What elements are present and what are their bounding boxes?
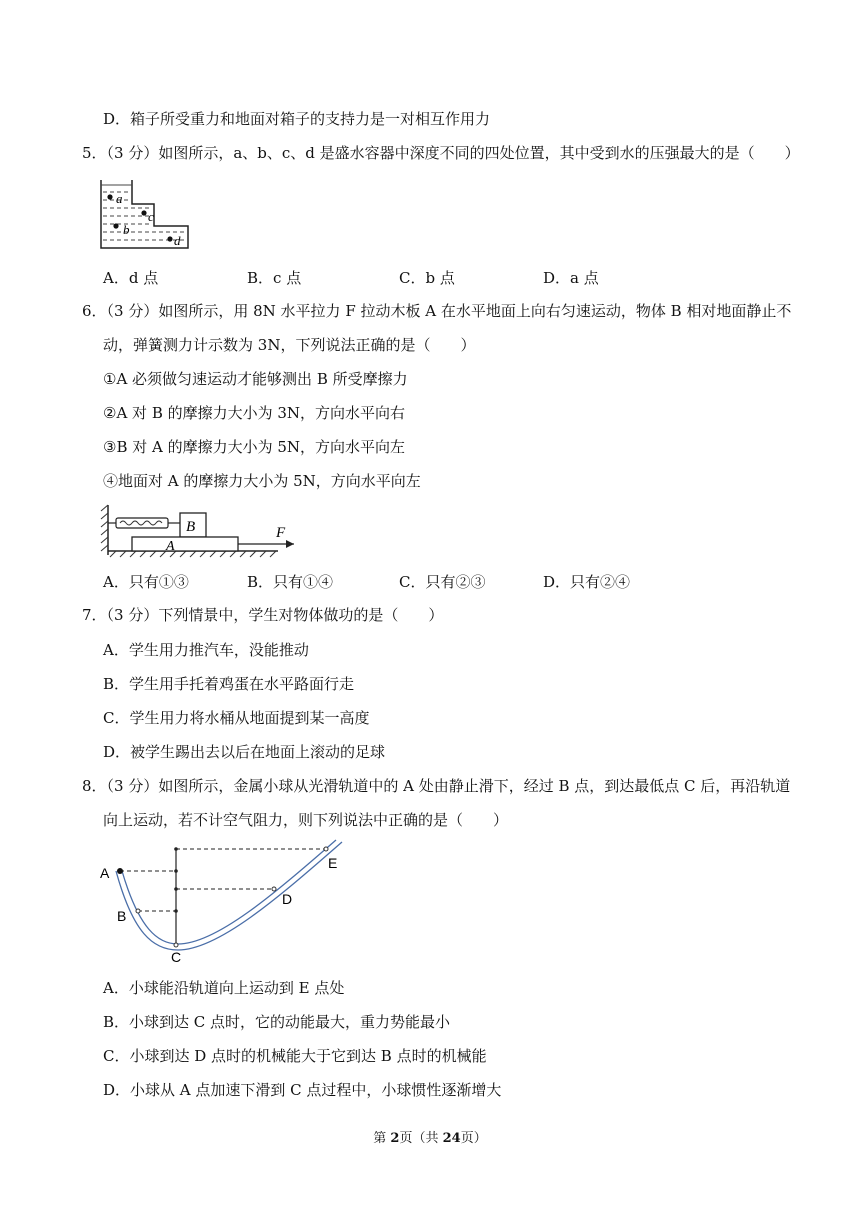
q5-option-b: B．c 点 bbox=[247, 269, 302, 287]
q8-option-a: A．小球能沿轨道向上运动到 E 点处 bbox=[103, 979, 345, 997]
label-b: b bbox=[123, 222, 130, 237]
footer-prefix: 第 bbox=[373, 1131, 391, 1146]
q8-stem-line1: 8．（3 分）如图所示，金属小球从光滑轨道中的 A 处由静止滑下，经过 B 点，到达最低点 C 后，再沿轨道 bbox=[82, 777, 791, 795]
label-d: D bbox=[282, 891, 293, 907]
label-c: C bbox=[171, 949, 182, 965]
q8-stem-line2: 向上运动，若不计空气阻力，则下列说法中正确的是（ ） bbox=[103, 811, 509, 829]
q6-option-b: B．只有①④ bbox=[247, 573, 334, 591]
q6-statement-1: ①A 必须做匀速运动才能够测出 B 所受摩擦力 bbox=[103, 370, 408, 388]
q5-stem: 5．（3 分）如图所示，a、b、c、d 是盛水容器中深度不同的四处位置，其中受到水的压强最大的是（ ） bbox=[82, 144, 800, 162]
label-e: E bbox=[328, 855, 338, 871]
footer-suffix: 页） bbox=[460, 1131, 487, 1146]
label-a: A bbox=[100, 865, 110, 881]
label-block-b: B bbox=[186, 519, 196, 535]
q8-track-figure bbox=[98, 838, 348, 966]
q4-option-d: D．箱子所受重力和地面对箱子的支持力是一对相互作用力 bbox=[103, 110, 491, 128]
q6-option-d: D．只有②④ bbox=[543, 573, 631, 591]
q6-statement-2: ②A 对 B 的摩擦力大小为 3N，方向水平向右 bbox=[103, 404, 406, 422]
q8-option-d: D．小球从 A 点加速下滑到 C 点过程中，小球惯性逐渐增大 bbox=[103, 1081, 502, 1099]
q6-stem-line2: 动，弹簧测力计示数为 3N，下列说法正确的是（ ） bbox=[103, 336, 476, 354]
q7-option-a: A．学生用力推汽车，没能推动 bbox=[103, 641, 309, 659]
label-force-f: F bbox=[276, 525, 286, 541]
label-c: c bbox=[148, 209, 154, 224]
label-b: B bbox=[117, 908, 127, 924]
ball-at-a bbox=[117, 868, 123, 874]
label-d: d bbox=[174, 233, 181, 248]
footer-mid: 页（共 bbox=[399, 1131, 443, 1146]
q6-option-a: A．只有①③ bbox=[103, 573, 189, 591]
q5-water-container-figure bbox=[98, 178, 192, 250]
q5-option-d: D．a 点 bbox=[543, 269, 599, 287]
q5-option-c: C．b 点 bbox=[399, 269, 455, 287]
q8-option-b: B．小球到达 C 点时，它的动能最大，重力势能最小 bbox=[103, 1013, 451, 1031]
q6-option-c: C．只有②③ bbox=[399, 573, 486, 591]
q7-option-d: D．被学生踢出去以后在地面上滚动的足球 bbox=[103, 743, 386, 761]
label-a: a bbox=[116, 191, 123, 206]
q8-option-c: C．小球到达 D 点时的机械能大于它到达 B 点时的机械能 bbox=[103, 1047, 487, 1065]
point-b bbox=[113, 223, 118, 228]
footer-page-number: 2 bbox=[390, 1131, 400, 1146]
page-footer bbox=[0, 1127, 860, 1146]
point-a bbox=[107, 194, 112, 199]
q6-statement-3: ③B 对 A 的摩擦力大小为 5N，方向水平向左 bbox=[103, 438, 406, 456]
q6-stem-line1: 6．（3 分）如图所示，用 8N 水平拉力 F 拉动木板 A 在水平地面上向右匀速运动，物体 B 相对地面静止不 bbox=[82, 302, 792, 320]
label-board-a: A bbox=[166, 539, 175, 554]
q5-option-a: A．d 点 bbox=[103, 269, 159, 287]
point-c bbox=[141, 210, 146, 215]
point-d bbox=[167, 236, 172, 241]
footer-total-pages: 24 bbox=[442, 1131, 461, 1146]
q7-stem: 7．（3 分）下列情景中，学生对物体做功的是（ ） bbox=[82, 606, 444, 624]
q6-statement-4: ④地面对 A 的摩擦力大小为 5N，方向水平向左 bbox=[103, 472, 421, 490]
q7-option-b: B．学生用手托着鸡蛋在水平路面行走 bbox=[103, 675, 355, 693]
q6-spring-scale-figure bbox=[98, 503, 304, 561]
q7-option-c: C．学生用力将水桶从地面提到某一高度 bbox=[103, 709, 370, 727]
